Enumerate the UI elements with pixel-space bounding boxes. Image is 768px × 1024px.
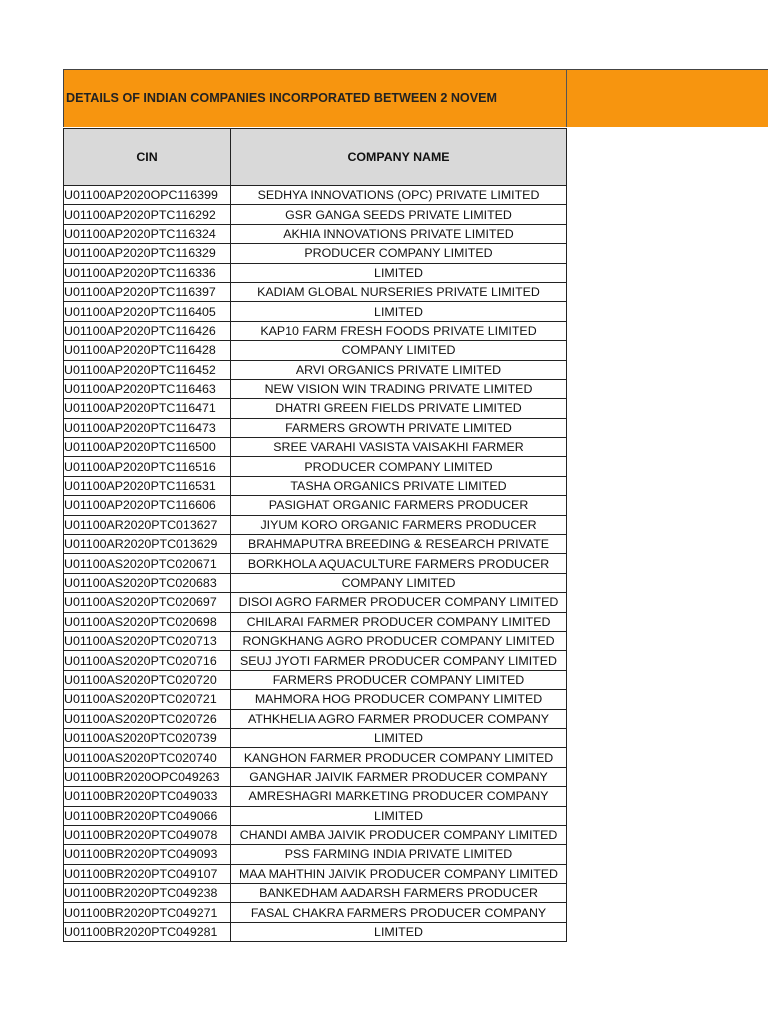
sheet-title: DETAILS OF INDIAN COMPANIES INCORPORATED BETWEEN 2 NOVEM — [66, 91, 498, 105]
company-name-cell[interactable]: PASIGHAT ORGANIC FARMERS PRODUCER — [231, 496, 567, 515]
company-name-cell[interactable]: DISOI AGRO FARMER PRODUCER COMPANY LIMITED — [231, 593, 567, 612]
company-name-cell[interactable]: JIYUM KORO ORGANIC FARMERS PRODUCER — [231, 515, 567, 534]
company-name-cell[interactable]: KAP10 FARM FRESH FOODS PRIVATE LIMITED — [231, 321, 567, 340]
company-name-cell[interactable]: TASHA ORGANICS PRIVATE LIMITED — [231, 476, 567, 495]
table-row — [64, 806, 567, 825]
table-row — [64, 205, 567, 224]
company-name-cell[interactable]: CHILARAI FARMER PRODUCER COMPANY LIMITED — [231, 612, 567, 631]
company-name-cell[interactable]: CHANDI AMBA JAIVIK PRODUCER COMPANY LIMITED — [231, 825, 567, 844]
table-row — [64, 302, 567, 321]
company-name-cell[interactable]: LIMITED — [231, 922, 567, 941]
table-row — [64, 787, 567, 806]
table-row — [64, 864, 567, 883]
table-row — [64, 379, 567, 398]
table-row — [64, 612, 567, 631]
cin-cell[interactable]: U01100AP2020PTC116292 — [64, 205, 231, 224]
table-row — [64, 360, 567, 379]
company-name-cell[interactable]: BORKHOLA AQUACULTURE FARMERS PRODUCER — [231, 554, 567, 573]
cin-cell[interactable]: U01100BR2020PTC049107 — [64, 864, 231, 883]
table-row — [64, 922, 567, 941]
table-row — [64, 438, 567, 457]
cin-cell[interactable]: U01100AS2020PTC020698 — [64, 612, 231, 631]
table-row — [64, 496, 567, 515]
company-name-cell[interactable]: LIMITED — [231, 263, 567, 282]
column-header-cin[interactable]: CIN — [64, 129, 231, 186]
table-row — [64, 651, 567, 670]
cin-cell[interactable]: U01100AP2020PTC116426 — [64, 321, 231, 340]
cin-cell[interactable]: U01100AS2020PTC020740 — [64, 748, 231, 767]
table-row — [64, 767, 567, 786]
table-row — [64, 224, 567, 243]
company-name-cell[interactable]: FASAL CHAKRA FARMERS PRODUCER COMPANY — [231, 903, 567, 922]
table-row — [64, 845, 567, 864]
table-row — [64, 418, 567, 437]
table-row — [64, 728, 567, 747]
sheet-title-banner — [63, 69, 768, 127]
cin-cell[interactable]: U01100AP2020PTC116500 — [64, 438, 231, 457]
cin-cell[interactable]: U01100AS2020PTC020683 — [64, 573, 231, 592]
cin-cell[interactable]: U01100AP2020PTC116471 — [64, 399, 231, 418]
table-row — [64, 903, 567, 922]
company-name-cell[interactable]: ARVI ORGANICS PRIVATE LIMITED — [231, 360, 567, 379]
company-name-cell[interactable]: LIMITED — [231, 806, 567, 825]
header-row — [64, 129, 567, 186]
cin-cell[interactable]: U01100AP2020PTC116516 — [64, 457, 231, 476]
cin-cell[interactable]: U01100AP2020PTC116463 — [64, 379, 231, 398]
column-header-company-name[interactable]: COMPANY NAME — [231, 129, 567, 186]
table-row — [64, 321, 567, 340]
cin-cell[interactable]: U01100AP2020PTC116336 — [64, 263, 231, 282]
cin-cell[interactable]: U01100AS2020PTC020697 — [64, 593, 231, 612]
cin-cell[interactable]: U01100BR2020PTC049271 — [64, 903, 231, 922]
company-name-cell[interactable]: ATHKHELIA AGRO FARMER PRODUCER COMPANY — [231, 709, 567, 728]
cin-cell[interactable]: U01100AS2020PTC020721 — [64, 690, 231, 709]
table-row — [64, 670, 567, 689]
cin-cell[interactable]: U01100AP2020PTC116473 — [64, 418, 231, 437]
table-row — [64, 709, 567, 728]
cin-cell[interactable]: U01100BR2020OPC049263 — [64, 767, 231, 786]
company-name-cell[interactable]: DHATRI GREEN FIELDS PRIVATE LIMITED — [231, 399, 567, 418]
company-name-cell[interactable]: RONGKHANG AGRO PRODUCER COMPANY LIMITED — [231, 631, 567, 650]
company-name-cell[interactable]: SEDHYA INNOVATIONS (OPC) PRIVATE LIMITED — [231, 186, 567, 205]
company-name-cell[interactable]: FARMERS PRODUCER COMPANY LIMITED — [231, 670, 567, 689]
cin-cell[interactable]: U01100BR2020PTC049281 — [64, 922, 231, 941]
table-row — [64, 244, 567, 263]
cin-cell[interactable]: U01100AS2020PTC020671 — [64, 554, 231, 573]
table-row — [64, 282, 567, 301]
cin-cell[interactable]: U01100AS2020PTC020716 — [64, 651, 231, 670]
table-row — [64, 573, 567, 592]
company-name-cell[interactable]: KANGHON FARMER PRODUCER COMPANY LIMITED — [231, 748, 567, 767]
company-name-cell[interactable]: GSR GANGA SEEDS PRIVATE LIMITED — [231, 205, 567, 224]
cin-cell[interactable]: U01100BR2020PTC049078 — [64, 825, 231, 844]
cin-cell[interactable]: U01100AS2020PTC020720 — [64, 670, 231, 689]
company-name-cell[interactable]: SEUJ JYOTI FARMER PRODUCER COMPANY LIMITED — [231, 651, 567, 670]
company-name-cell[interactable]: LIMITED — [231, 302, 567, 321]
table-row — [64, 515, 567, 534]
cin-cell[interactable]: U01100AP2020OPC116399 — [64, 186, 231, 205]
cin-cell[interactable]: U01100AP2020PTC116324 — [64, 224, 231, 243]
cin-cell[interactable]: U01100AS2020PTC020739 — [64, 728, 231, 747]
cin-cell[interactable]: U01100BR2020PTC049238 — [64, 884, 231, 903]
table-row — [64, 825, 567, 844]
company-name-cell[interactable]: COMPANY LIMITED — [231, 341, 567, 360]
cin-cell[interactable]: U01100AP2020PTC116428 — [64, 341, 231, 360]
cin-cell[interactable]: U01100AR2020PTC013629 — [64, 535, 231, 554]
table-row — [64, 399, 567, 418]
table-body — [64, 186, 567, 942]
table-row — [64, 884, 567, 903]
cin-cell[interactable]: U01100BR2020PTC049093 — [64, 845, 231, 864]
company-name-cell[interactable]: SREE VARAHI VASISTA VAISAKHI FARMER — [231, 438, 567, 457]
table-row — [64, 748, 567, 767]
cin-cell[interactable]: U01100BR2020PTC049033 — [64, 787, 231, 806]
table-row — [64, 476, 567, 495]
company-name-cell[interactable]: FARMERS GROWTH PRIVATE LIMITED — [231, 418, 567, 437]
company-name-cell[interactable]: COMPANY LIMITED — [231, 573, 567, 592]
cin-cell[interactable]: U01100AR2020PTC013627 — [64, 515, 231, 534]
company-name-cell[interactable]: PRODUCER COMPANY LIMITED — [231, 244, 567, 263]
table-row — [64, 554, 567, 573]
company-name-cell[interactable]: MAA MAHTHIN JAIVIK PRODUCER COMPANY LIMITED — [231, 864, 567, 883]
cin-cell[interactable]: U01100AP2020PTC116397 — [64, 282, 231, 301]
table-row — [64, 690, 567, 709]
cin-cell[interactable]: U01100AS2020PTC020713 — [64, 631, 231, 650]
companies-table — [63, 128, 567, 942]
company-name-cell[interactable]: BANKEDHAM AADARSH FARMERS PRODUCER — [231, 884, 567, 903]
cin-cell[interactable]: U01100AP2020PTC116606 — [64, 496, 231, 515]
cin-cell[interactable]: U01100AP2020PTC116329 — [64, 244, 231, 263]
table-row — [64, 631, 567, 650]
table-row — [64, 593, 567, 612]
cin-cell[interactable]: U01100AP2020PTC116531 — [64, 476, 231, 495]
company-name-cell[interactable]: AMRESHAGRI MARKETING PRODUCER COMPANY — [231, 787, 567, 806]
company-name-cell[interactable]: BRAHMAPUTRA BREEDING & RESEARCH PRIVATE — [231, 535, 567, 554]
company-name-cell[interactable]: NEW VISION WIN TRADING PRIVATE LIMITED — [231, 379, 567, 398]
banner-column-divider — [566, 70, 567, 127]
company-name-cell[interactable]: PRODUCER COMPANY LIMITED — [231, 457, 567, 476]
company-name-cell[interactable]: MAHMORA HOG PRODUCER COMPANY LIMITED — [231, 690, 567, 709]
company-name-cell[interactable]: GANGHAR JAIVIK FARMER PRODUCER COMPANY — [231, 767, 567, 786]
company-name-cell[interactable]: AKHIA INNOVATIONS PRIVATE LIMITED — [231, 224, 567, 243]
cin-cell[interactable]: U01100AS2020PTC020726 — [64, 709, 231, 728]
company-name-cell[interactable]: PSS FARMING INDIA PRIVATE LIMITED — [231, 845, 567, 864]
company-name-cell[interactable]: LIMITED — [231, 728, 567, 747]
cin-cell[interactable]: U01100AP2020PTC116405 — [64, 302, 231, 321]
table-row — [64, 457, 567, 476]
table-row — [64, 535, 567, 554]
table-row — [64, 341, 567, 360]
table-row — [64, 186, 567, 205]
cin-cell[interactable]: U01100AP2020PTC116452 — [64, 360, 231, 379]
cin-cell[interactable]: U01100BR2020PTC049066 — [64, 806, 231, 825]
table-row — [64, 263, 567, 282]
company-name-cell[interactable]: KADIAM GLOBAL NURSERIES PRIVATE LIMITED — [231, 282, 567, 301]
